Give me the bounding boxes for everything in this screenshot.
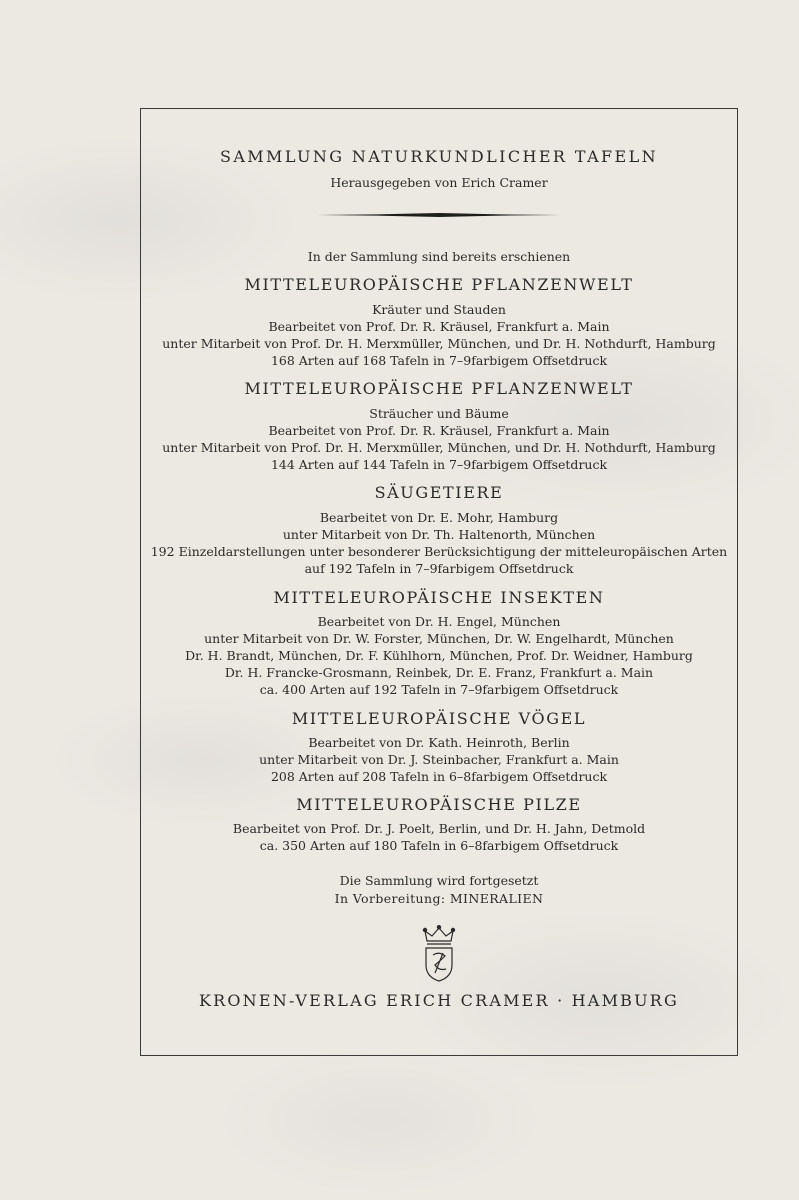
entry-line: Bearbeitet von Dr. Kath. Heinroth, Berlin [308, 735, 570, 750]
entry-line: Bearbeitet von Prof. Dr. R. Kräusel, Frankfurt a. Main [268, 423, 610, 438]
entry-line: 192 Einzeldarstellungen unter besonderer Berücksichtigung der mitteleuropäischen Arten [150, 544, 728, 559]
entry-line: 168 Arten auf 168 Tafeln in 7–9farbigem Offsetdruck [270, 353, 608, 368]
crown-monogram-icon [421, 925, 457, 983]
decorative-rule [317, 213, 561, 217]
entry-title: SÄUGETIERE [374, 483, 504, 502]
entry-line: auf 192 Tafeln in 7–9farbigem Offsetdruck [304, 561, 574, 576]
entry-line: 144 Arten auf 144 Tafeln in 7–9farbigem Offsetdruck [270, 457, 608, 472]
entry-line: unter Mitarbeit von Dr. J. Steinbacher, Frankfurt a. Main [259, 752, 619, 767]
publisher-line: KRONEN-VERLAG ERICH CRAMER · HAMBURG [198, 991, 680, 1010]
entry-line: Bearbeitet von Dr. E. Mohr, Hamburg [319, 510, 559, 525]
entry-line: Sträucher und Bäume [369, 406, 509, 421]
series-title: SAMMLUNG NATURKUNDLICHER TAFELN [219, 147, 659, 166]
entry-line: Bearbeitet von Prof. Dr. J. Poelt, Berlin, und Dr. H. Jahn, Detmold [232, 821, 646, 836]
entry-title: MITTELEUROPÄISCHE PFLANZENWELT [244, 379, 634, 398]
editor-line: Herausgegeben von Erich Cramer [330, 175, 548, 190]
entry-line: ca. 350 Arten auf 180 Tafeln in 6–8farbigem Offsetdruck [259, 838, 619, 853]
entry-title: MITTELEUROPÄISCHE VÖGEL [291, 709, 587, 728]
upcoming-note: In Vorbereitung: MINERALIEN [334, 891, 544, 906]
continued-note: Die Sammlung wird fortgesetzt [339, 873, 539, 888]
entry-line: Bearbeitet von Dr. H. Engel, München [317, 614, 561, 629]
page-frame [140, 108, 738, 1056]
entry-line: unter Mitarbeit von Dr. Th. Haltenorth, München [282, 527, 596, 542]
entry-line: Bearbeitet von Prof. Dr. R. Kräusel, Frankfurt a. Main [268, 319, 610, 334]
entry-title: MITTELEUROPÄISCHE PFLANZENWELT [244, 275, 634, 294]
entry-line: Kräuter und Stauden [372, 302, 506, 317]
intro-text: In der Sammlung sind bereits erschienen [307, 249, 571, 264]
entry-line: Dr. H. Brandt, München, Dr. F. Kühlhorn, München, Prof. Dr. Weidner, Hamburg [185, 648, 693, 663]
entry-line: unter Mitarbeit von Dr. W. Forster, München, Dr. W. Engelhardt, München [204, 631, 674, 646]
entry-line: unter Mitarbeit von Prof. Dr. H. Merxmüller, München, und Dr. H. Nothdurft, Hamburg [162, 336, 716, 351]
entry-line: 208 Arten auf 208 Tafeln in 6–8farbigem Offsetdruck [270, 769, 608, 784]
entry-title: MITTELEUROPÄISCHE PILZE [296, 795, 582, 814]
entry-line: Dr. H. Francke-Grosmann, Reinbek, Dr. E. Franz, Frankfurt a. Main [224, 665, 654, 680]
entry-title: MITTELEUROPÄISCHE INSEKTEN [273, 588, 605, 607]
entry-line: unter Mitarbeit von Prof. Dr. H. Merxmüller, München, und Dr. H. Nothdurft, Hamburg [162, 440, 716, 455]
entry-line: ca. 400 Arten auf 192 Tafeln in 7–9farbigem Offsetdruck [259, 682, 619, 697]
